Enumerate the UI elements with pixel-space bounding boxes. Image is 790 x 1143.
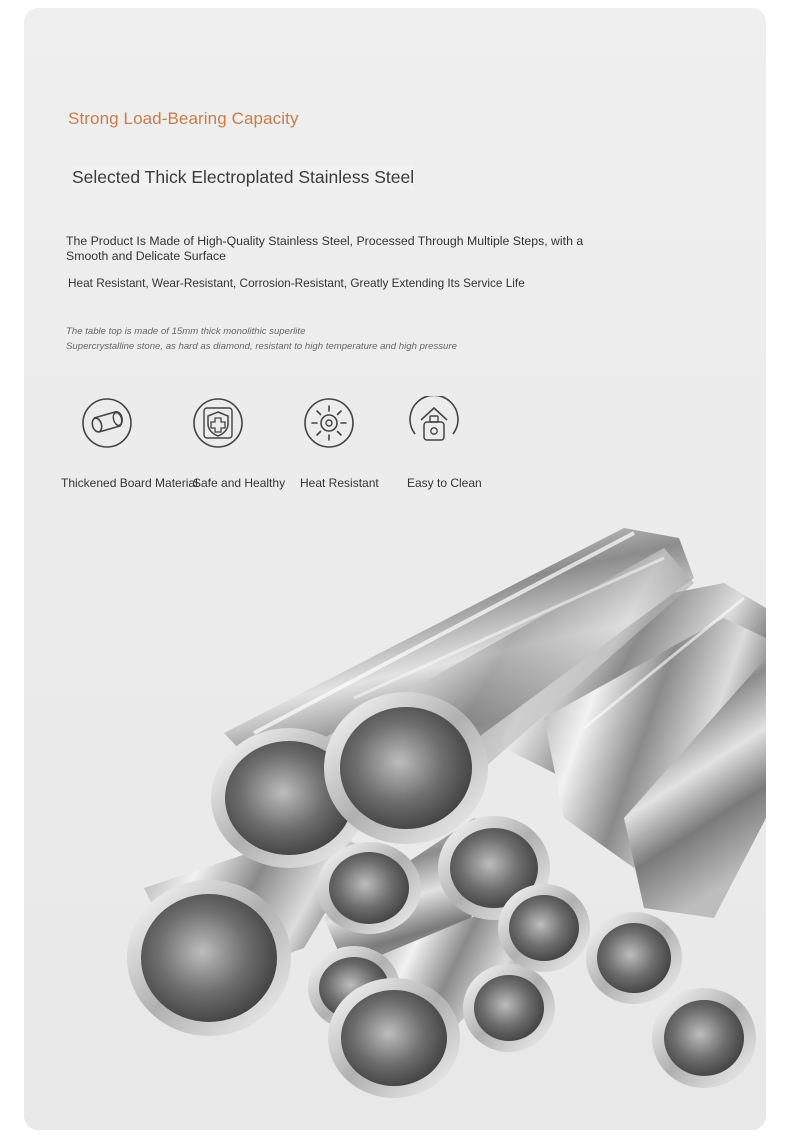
feature-label: Heat Resistant [300,476,379,490]
note-line-2: Supercrystalline stone, as hard as diamond, resistant to high temperature and high pressure [66,341,457,352]
sun-icon [302,396,356,450]
feature-label: Safe and Healthy [193,476,286,490]
subheadline: Selected Thick Electroplated Stainless Steel [72,165,414,190]
product-card [24,8,766,1130]
cleaning-bottle-icon [407,396,461,450]
feature-easy-clean [407,396,517,496]
feature-heat-resistant [302,396,412,496]
note [66,324,526,354]
feature-label: Easy to Clean [407,476,482,490]
description-secondary: Heat Resistant, Wear-Resistant, Corrosion-Resistant, Greatly Extending Its Service Life [68,276,525,290]
feature-safe-healthy [191,396,301,496]
feature-thickened-board [61,396,198,496]
note-line-1: The table top is made of 15mm thick monolithic superlite [66,326,306,337]
shield-cross-icon [191,396,245,450]
pipe-icon [80,396,134,450]
stainless-steel-pipes-image [24,488,766,1130]
description: The Product Is Made of High-Quality Stainless Steel, Processed Through Multiple Steps, with a Smooth and Delicate Surface [66,234,584,263]
feature-label: Thickened Board Material [61,476,198,490]
headline: Strong Load-Bearing Capacity [68,109,299,128]
